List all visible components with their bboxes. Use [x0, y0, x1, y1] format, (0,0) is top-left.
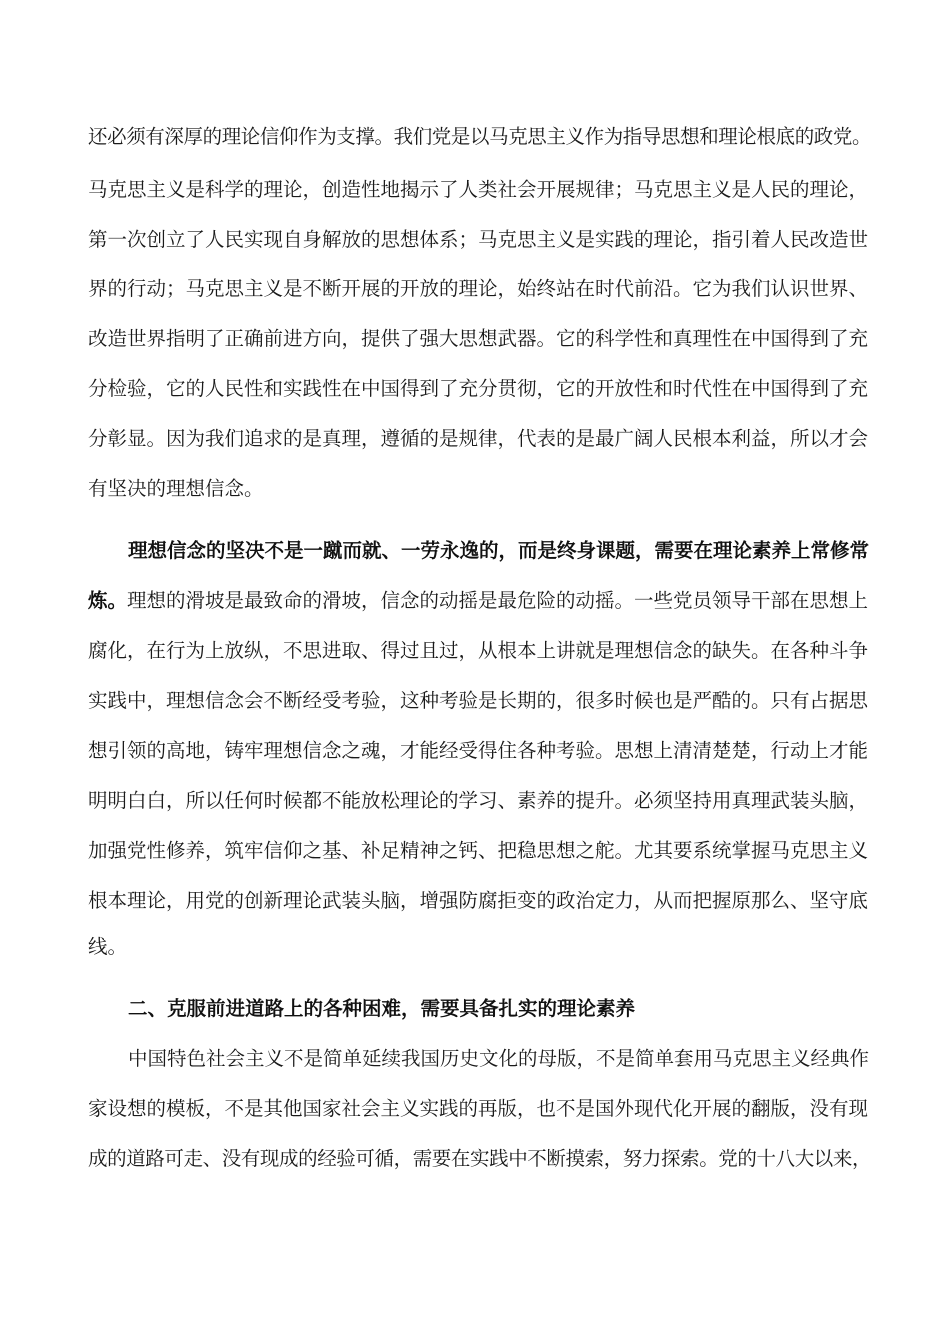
paragraph-line: 改造世界指明了正确前进方向，提供了强大思想武器。它的科学性和真理性在中国得到了充: [88, 327, 869, 350]
paragraph-line: 马克思主义是科学的理论，创造性地揭示了人类社会开展规律；马克思主义是人民的理论，: [88, 178, 869, 201]
paragraph-line: 成的道路可走、没有现成的经验可循，需要在实践中不断摸索，努力探索。党的十八大以来，: [88, 1147, 872, 1170]
paragraph-line: 腐化，在行为上放纵，不思进取、得过且过，从根本上讲就是理想信念的缺失。在各种斗争: [88, 639, 869, 662]
paragraph-line: 界的行动；马克思主义是不断开展的开放的理论，始终站在时代前沿。它为我们认识世界、: [88, 277, 869, 300]
paragraph-line: 还必须有深厚的理论信仰作为支撑。我们党是以马克思主义作为指导思想和理论根底的政党。: [88, 125, 872, 148]
paragraph-line: 线。: [88, 935, 128, 958]
paragraph-line: 第一次创立了人民实现自身解放的思想体系；马克思主义是实践的理论，指引着人民改造世: [88, 228, 869, 251]
section-heading: 二、克服前进道路上的各种困难，需要具备扎实的理论素养: [128, 997, 636, 1020]
paragraph-line: 中国特色社会主义不是简单延续我国历史文化的母版，不是简单套用马克思主义经典作: [128, 1047, 870, 1070]
paragraph-line: 想引领的高地，铸牢理想信念之魂，才能经受得住各种考验。思想上清清楚楚，行动上才能: [88, 739, 869, 762]
paragraph-line: 根本理论，用党的创新理论武装头脑，增强防腐拒变的政治定力，从而把握原那么、坚守底: [88, 889, 869, 912]
paragraph-lead-sentence: 理想信念的坚决不是一蹴而就、一劳永逸的，而是终身课题，需要在理论素养上常修常: [128, 539, 870, 562]
paragraph-line: 实践中，理想信念会不断经受考验，这种考验是长期的，很多时候也是严酷的。只有占据思: [88, 689, 869, 712]
paragraph-line: 分彰显。因为我们追求的是真理，遵循的是规律，代表的是最广阔人民根本利益，所以才会: [88, 427, 869, 450]
paragraph-line-text: 理想的滑坡是最致命的滑坡，信念的动摇是最危险的动摇。一些党员领导干部在思想上: [127, 589, 869, 612]
paragraph-line: 加强党性修养，筑牢信仰之基、补足精神之钙、把稳思想之舵。尤其要系统掌握马克思主义: [88, 839, 869, 862]
paragraph-line: 家设想的模板，不是其他国家社会主义实践的再版，也不是国外现代化开展的翻版，没有现: [88, 1097, 869, 1120]
paragraph-line: 有坚决的理想信念。: [88, 477, 264, 500]
paragraph-lead-sentence-end: 炼。: [88, 589, 128, 612]
paragraph-line: [88, 588, 868, 614]
paragraph-line: 明明白白，所以任何时候都不能放松理论的学习、素养的提升。必须坚持用真理武装头脑，: [88, 789, 869, 812]
paragraph-line: 分检验，它的人民性和实践性在中国得到了充分贯彻，它的开放性和时代性在中国得到了充: [88, 377, 869, 400]
